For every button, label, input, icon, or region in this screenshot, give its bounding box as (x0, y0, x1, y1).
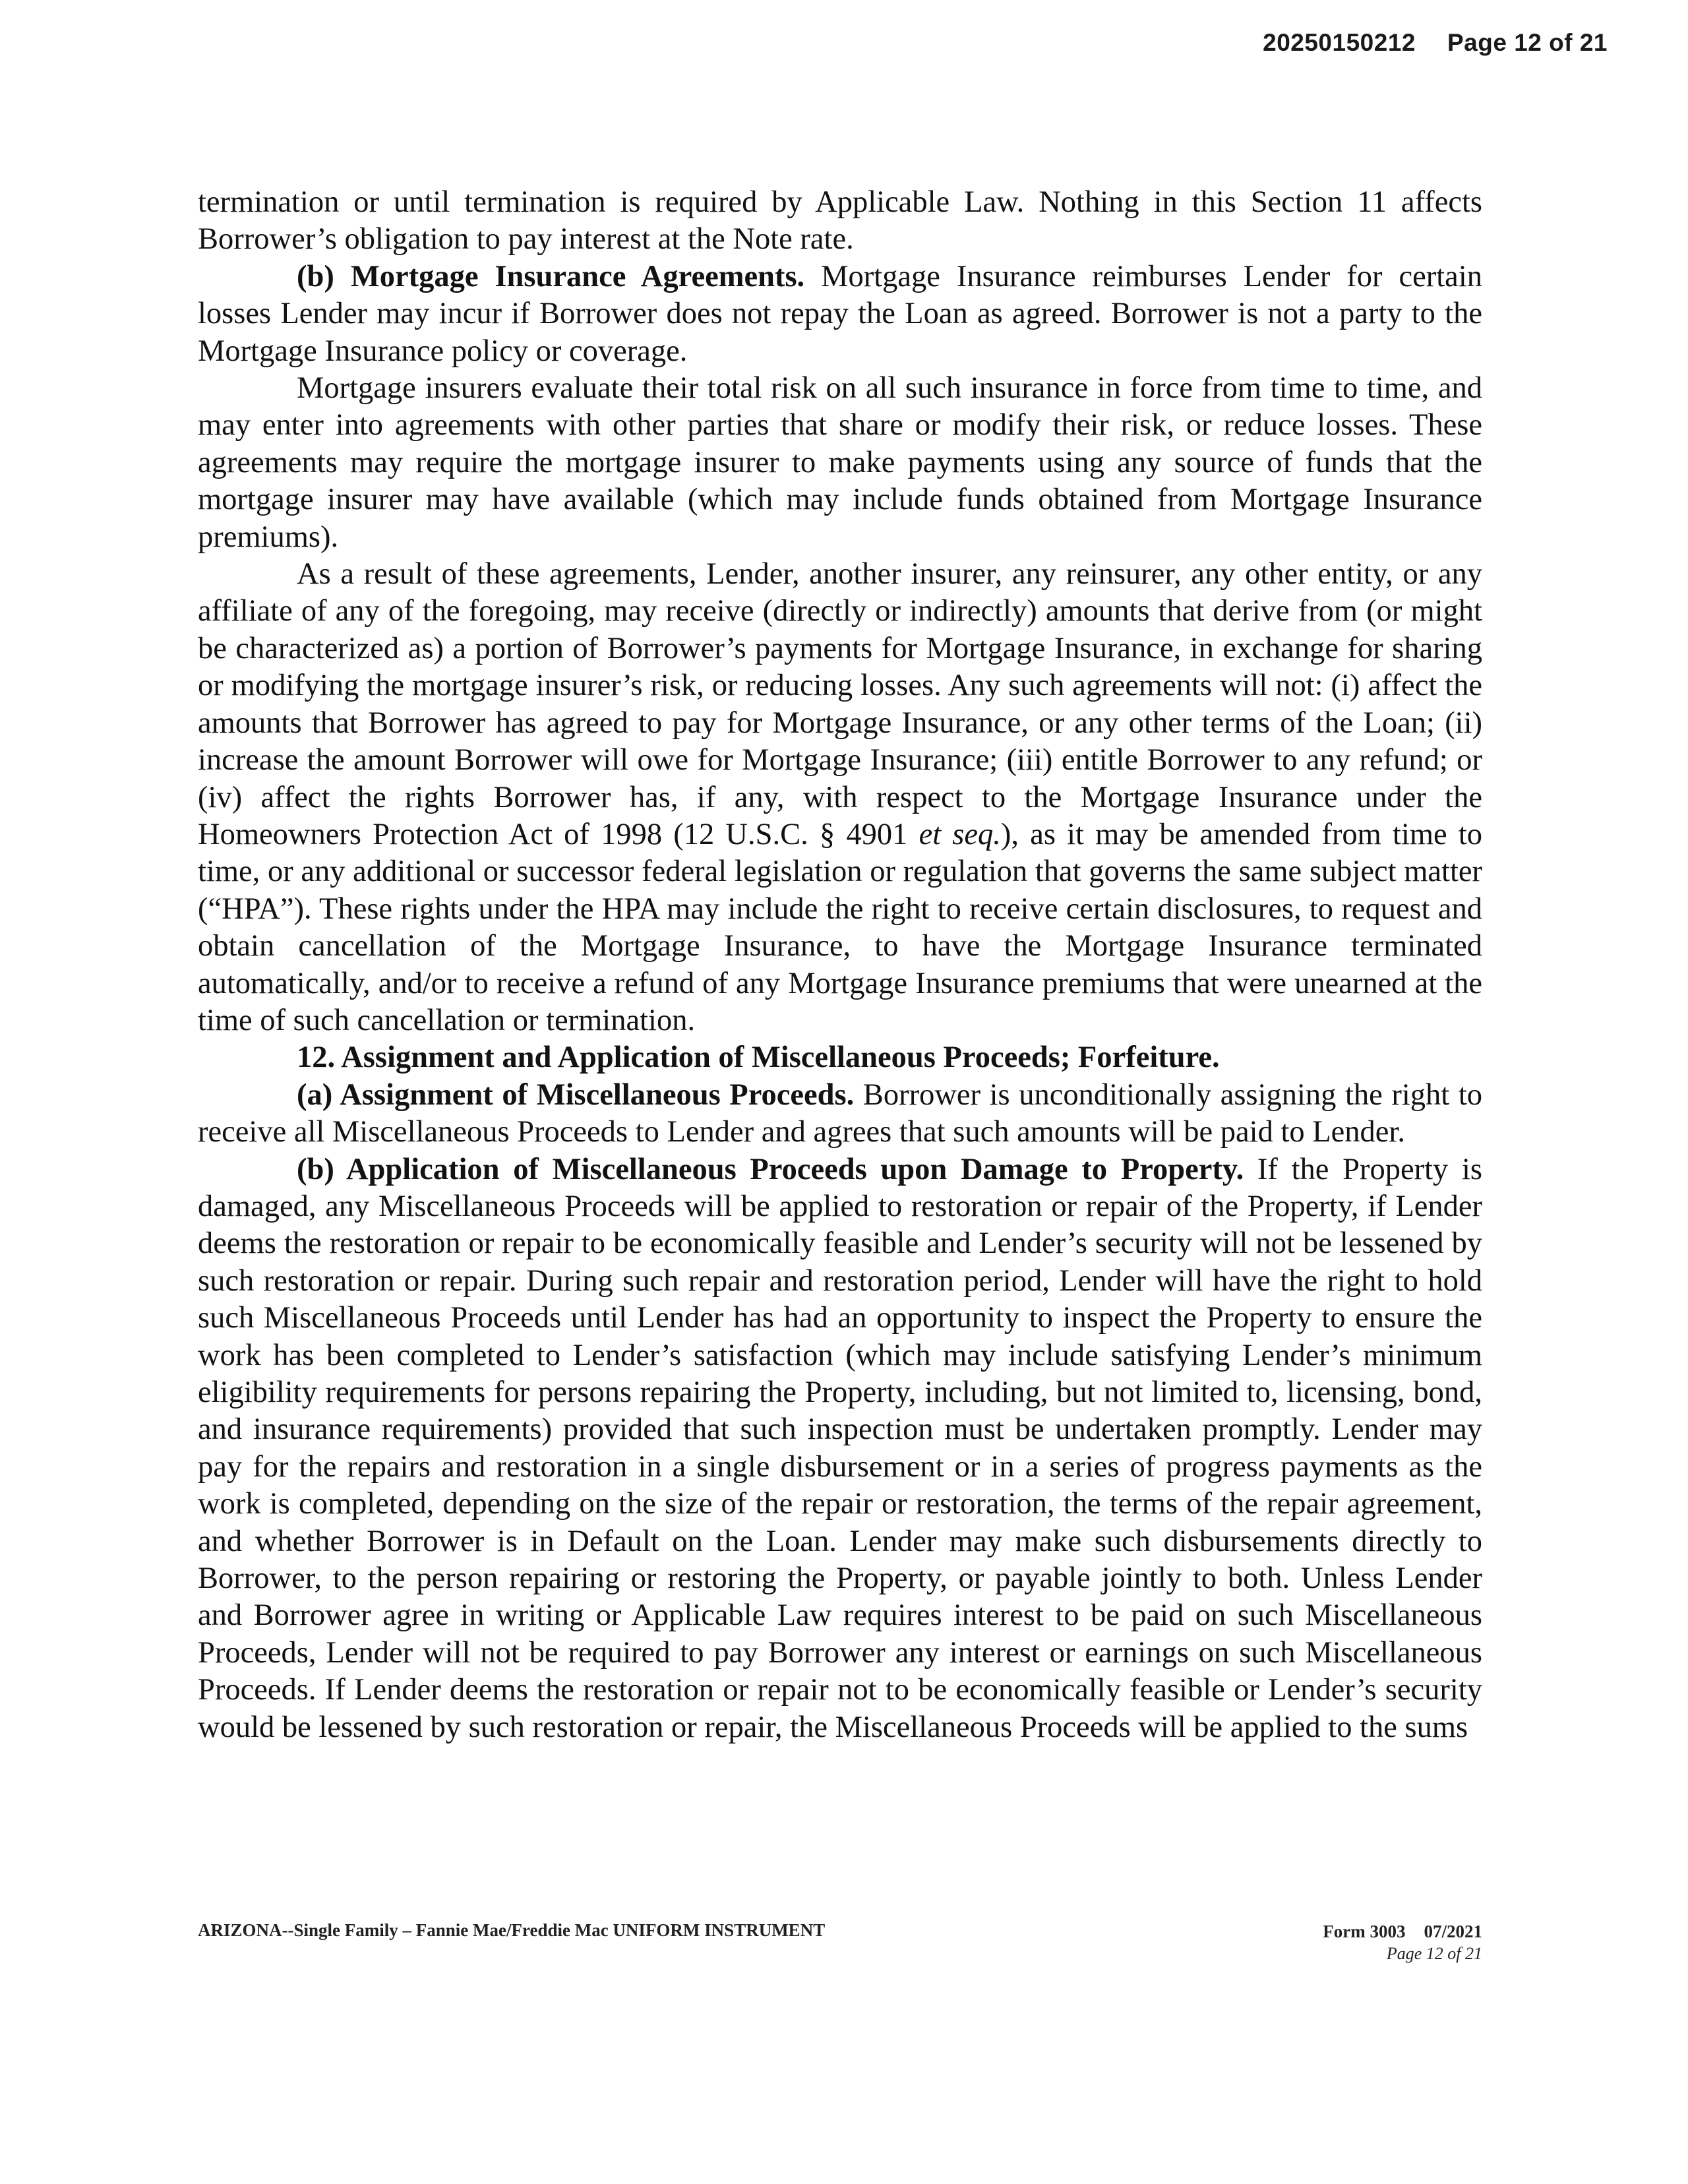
italic-et-seq: et seq. (919, 817, 1001, 851)
paragraph-text: If the Property is damaged, any Miscellaneous Proceeds will be applied to restoration or repair of the Property, if Lender deems the restoration or repair to be economically feasible and Lender’s security will not be lessened by such restoration or repair. During such repair and restoration period, Lender will have the right to hold such Miscellaneous Proceeds until Lender has had an opportunity to inspect the Property to ensure the work has been completed to Lender’s satisfaction (which may include satisfying Lender’s minimum eligibility requirements for persons repairing the Property, including, but not limited to, licensing, bond, and insurance requirements) provided that such inspection must be undertaken promptly. Lender may pay for the repairs and restoration in a single disbursement or in a series of progress payments as the work is completed, depending on the size of the repair or restoration, the terms of the repair agreement, and whether Borrower is in Default on the Loan. Lender may make such disbursements directly to Borrower, to the person repairing or restoring the Property, or payable jointly to both. Unless Lender and Borrower agree in writing or Applicable Law requires interest to be paid on such Miscellaneous Proceeds, Lender will not be required to pay Borrower any interest or earnings on such Miscellaneous Proceeds. If Lender deems the restoration or repair not to be economically feasible or Lender’s security would be lessened by such restoration or repair, the Miscellaneous Proceeds will be applied to the sums (198, 1152, 1482, 1744)
document-body (198, 184, 1482, 1746)
section-12-heading: 12. Assignment and Application of Miscellaneous Proceeds; Forfeiture. (297, 1041, 1220, 1075)
page-number-stamp: Page 12 of 21 (1447, 29, 1608, 56)
instrument-title: ARIZONA--Single Family – Fannie Mae/Freddie Mac UNIFORM INSTRUMENT (198, 1920, 826, 1940)
subsection-heading-b: (b) Mortgage Insurance Agreements. (297, 259, 805, 293)
form-date: 07/2021 (1424, 1922, 1482, 1941)
paragraph-assignment (198, 1077, 1482, 1151)
recording-stamp (1263, 29, 1608, 57)
paragraph-text: Mortgage Insurance reimburses Lender for certain losses Lender may incur if Borrower does not repay the Loan as agreed. Borrower is not a party to the Mortgage Insurance policy or coverage. (198, 259, 1482, 368)
page-footer (198, 1918, 1482, 1977)
document-number: 20250150212 (1263, 29, 1416, 56)
footer-page-number: Page 12 of 21 (1386, 1944, 1482, 1963)
paragraph-text: Borrower is unconditionally assigning the right to receive all Miscellaneous Proceeds to Lender and agrees that such amounts will be paid to Lender. (198, 1077, 1482, 1149)
paragraph-mortgage-insurers: Mortgage insurers evaluate their total risk on all such insurance in force from time to time, and may enter into agreements with other parties that share or modify their risk, or reduce losses. These agreements may require the mortgage insurer to make payments using any source of funds that the mortgage insurer may have available (which may include funds obtained from Mortgage Insurance premiums). (198, 371, 1482, 554)
paragraph-mortgage-insurance-agreements (198, 258, 1482, 370)
paragraph-hpa: As a result of these agreements, Lender, another insurer, any reinsurer, any other entity, or any affiliate of any of the foregoing, may receive (directly or indirectly) amounts that derive from (or might be characterized as) a portion of Borrower’s payments for Mortgage Insurance, in exchange for sharing or modifying the mortgage insurer’s risk, or reducing losses. Any such agreements will not: (i) affect the amounts that Borrower has agreed to pay for Mortgage Insurance, or any other terms of the Loan; (ii) increase the amount Borrower will owe for Mortgage Insurance; (iii) entitle Borrower to any refund; or (iv) affect the rights Borrower has, if any, with respect to the Mortgage Insurance under the Homeowners Protection Act of 1998 (12 U.S.C. § 4901 et seq.), as it may be amended from time to time, or any additional or successor federal legislation or regulation that governs the same subject matter (“HPA”). These rights under the HPA may include the right to receive certain disclosures, to request and obtain cancellation of the Mortgage Insurance, to have the Mortgage Insurance terminated automatically, and/or to receive a refund of any Mortgage Insurance premiums that were unearned at the time of such cancellation or termination. (198, 557, 1483, 1037)
paragraph-continuation: termination or until termination is required by Applicable Law. Nothing in this Section 11 affects Borrower’s obligation to pay interest at the Note rate. (198, 185, 1482, 257)
form-number: Form 3003 (1323, 1922, 1406, 1941)
subsection-heading-b2: (b) Application of Miscellaneous Proceeds upon Damage to Property. (297, 1152, 1244, 1186)
paragraph-application-damage (198, 1151, 1482, 1747)
form-info (1323, 1920, 1482, 1965)
subsection-heading-a: (a) Assignment of Miscellaneous Proceeds. (297, 1077, 855, 1112)
